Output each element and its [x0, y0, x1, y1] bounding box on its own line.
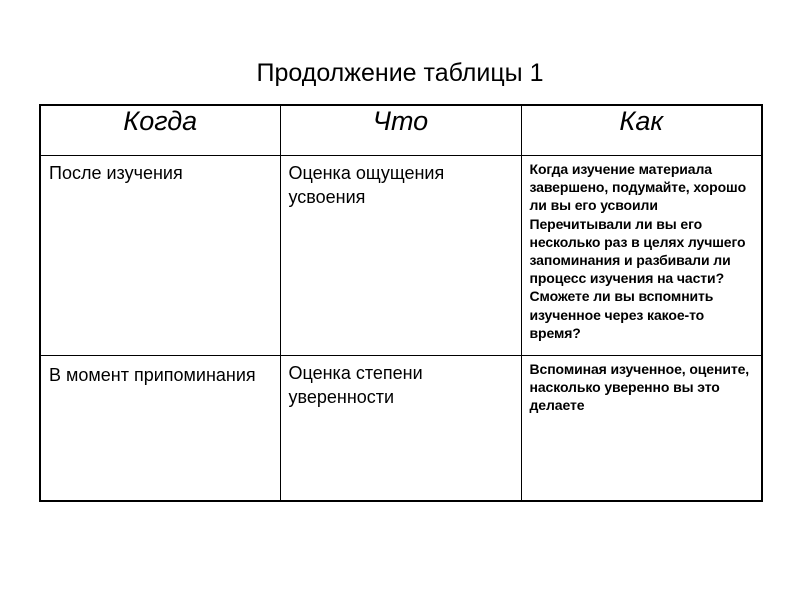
strategy-table	[39, 104, 763, 502]
cell-what	[280, 156, 521, 356]
cell-what-text: Оценка ощущения усвоения	[288, 163, 445, 207]
table-row	[40, 356, 762, 502]
cell-when	[40, 356, 280, 502]
cell-what-text: Оценка степени уверенности	[288, 363, 423, 407]
header-what: Что	[280, 105, 521, 156]
table-row	[40, 156, 762, 356]
table-header-row	[40, 105, 762, 156]
cell-how-text: Вспоминая изученное, оцените, насколько уверенно вы это делаете	[529, 361, 750, 414]
cell-what	[280, 356, 521, 502]
cell-how	[521, 356, 762, 502]
cell-when-text: В момент припоминания	[49, 365, 256, 385]
header-how: Как	[521, 105, 762, 156]
cell-when-text: После изучения	[49, 163, 183, 183]
header-when: Когда	[40, 105, 280, 156]
cell-when	[40, 156, 280, 356]
slide-title: Продолжение таблицы 1	[256, 59, 544, 87]
cell-how-text: Когда изучение материала завершено, подумайте, хорошо ли вы его усвоили Перечитывали ли вы его несколько раз в целях лучшего запоминания и разбивали ли процесс изучения на части? Сможете ли вы вспомнить изученное через какое-то время?	[529, 161, 747, 341]
cell-how	[521, 156, 762, 356]
